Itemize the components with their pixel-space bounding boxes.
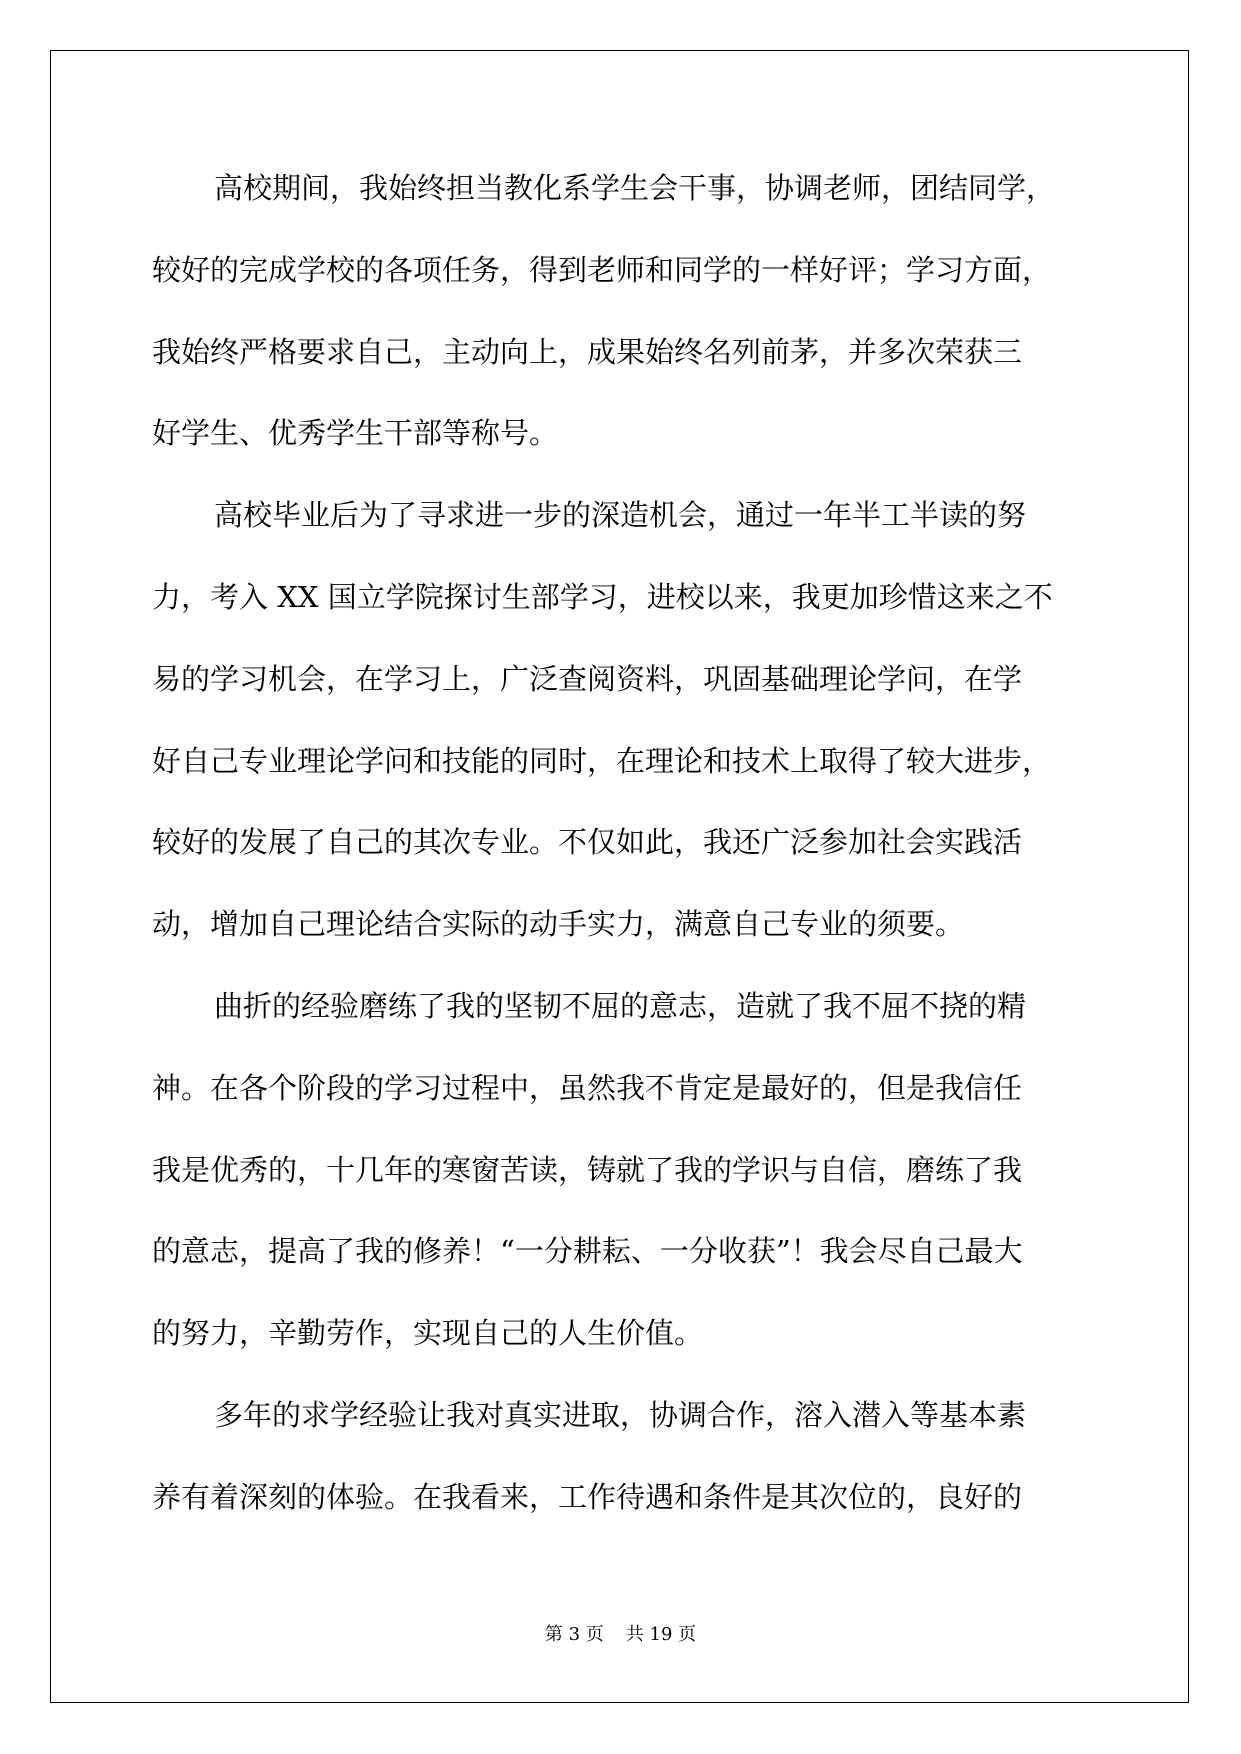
text-line: 好自己专业理论学问和技能的同时，在理论和技术上取得了较大进步， bbox=[152, 743, 1052, 778]
text-line: 养有着深刻的体验。在我看来，工作待遇和条件是其次位的，良好的 bbox=[152, 1479, 1023, 1514]
text-line: 好学生、优秀学生干部等称号。 bbox=[152, 416, 559, 451]
text-line: 较好的完成学校的各项任务，得到老师和同学的一样好评；学习方面， bbox=[152, 252, 1052, 287]
text-line: 的努力，辛勤劳作，实现自己的人生价值。 bbox=[152, 1316, 704, 1351]
text-line: 较好的发展了自己的其次专业。不仅如此，我还广泛参加社会实践活 bbox=[152, 825, 1023, 860]
text-line: 易的学习机会，在学习上，广泛查阅资料，巩固基础理论学问，在学 bbox=[152, 661, 1023, 696]
text-line: 曲折的经验磨练了我的坚韧不屈的意志，造就了我不屈不挠的精 bbox=[214, 988, 1027, 1023]
page-number: 第 3 页 bbox=[544, 1624, 604, 1645]
text-line: 动，增加自己理论结合实际的动手实力，满意自己专业的须要。 bbox=[152, 907, 965, 942]
text-line: 力，考入 XX 国立学院探讨生部学习，进校以来，我更加珍惜这来之不 bbox=[152, 579, 1053, 614]
document-body bbox=[152, 148, 1092, 1539]
text-line: 高校期间，我始终担当教化系学生会干事，协调老师，团结同学， bbox=[214, 171, 1056, 205]
text-line: 我是优秀的，十几年的寒窗苦读，铸就了我的学识与自信，磨练了我 bbox=[152, 1152, 1023, 1187]
text-line: 多年的求学经验让我对真实进取，协调合作，溶入潜入等基本素 bbox=[214, 1397, 1027, 1432]
text-line: 我始终严格要求自己，主动向上，成果始终名列前茅，并多次荣获三 bbox=[152, 334, 1023, 369]
text-line: 神。在各个阶段的学习过程中，虽然我不肯定是最好的，但是我信任 bbox=[152, 1070, 1023, 1105]
page-footer bbox=[0, 1620, 1241, 1646]
text-line: 的意志，提高了我的修养！“一分耕耘、一分收获”！我会尽自己最大 bbox=[152, 1234, 1023, 1269]
text-line: 高校毕业后为了寻求进一步的深造机会，通过一年半工半读的努 bbox=[214, 498, 1027, 533]
page-total: 共 19 页 bbox=[625, 1624, 697, 1645]
